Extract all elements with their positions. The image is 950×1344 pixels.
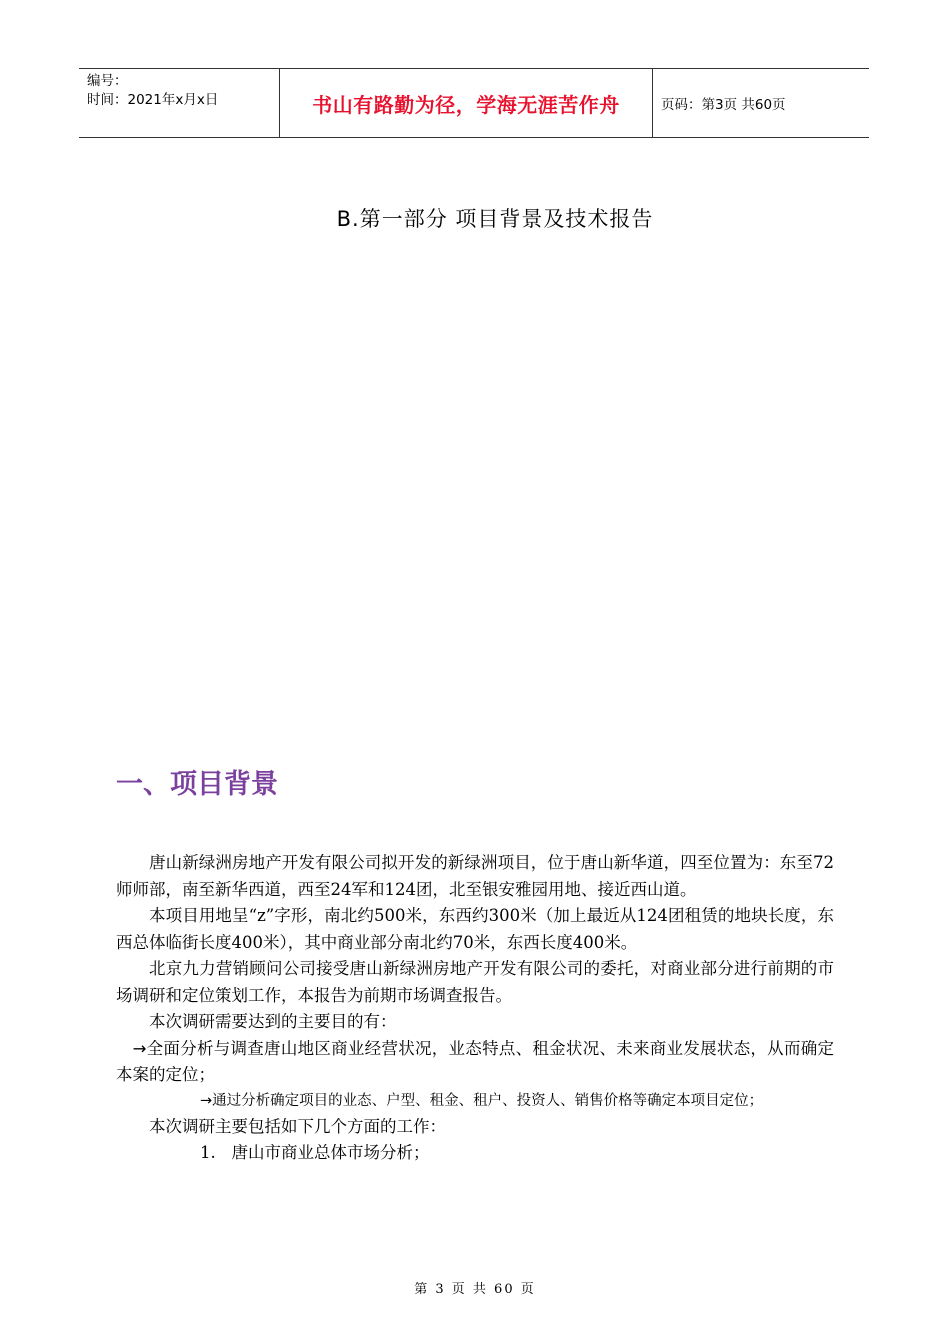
item-number: 1. bbox=[200, 1143, 216, 1162]
number-label: 编号： bbox=[87, 73, 128, 89]
arrow-list-item bbox=[116, 1036, 834, 1089]
header-table bbox=[79, 68, 869, 138]
arrow-icon: → bbox=[200, 1092, 213, 1109]
arrow-list-item bbox=[116, 1089, 834, 1114]
arrow-item-text: 全面分析与调查唐山地区商业经营状况，业态特点、租金状况、未来商业发展状态，从而确定本案的定位； bbox=[116, 1038, 834, 1084]
body-text bbox=[116, 850, 834, 1167]
paragraph: 本项目用地呈“z”字形，南北约500米，东西约300米（加上最近从124团租赁的地块长度，东西总体临街长度400米），其中商业部分南北约70米，东西长度400米。 bbox=[116, 906, 834, 952]
header-motto-cell bbox=[280, 69, 653, 137]
paragraph: 唐山新绿洲房地产开发有限公司拟开发的新绿洲项目，位于唐山新华道，四至位置为：东至72师师部，南至新华西道，西至24军和124团，北至银安雅园用地、接近西山道。 bbox=[116, 853, 834, 899]
part-title: B.第一部分 项目背景及技术报告 bbox=[336, 207, 654, 231]
page-footer: 第 3 页 共 60 页 bbox=[414, 1282, 536, 1297]
arrow-icon: → bbox=[132, 1038, 147, 1058]
work-intro: 本次调研主要包括如下几个方面的工作： bbox=[149, 1116, 446, 1136]
time-label: 时间：2021年x月x日 bbox=[87, 92, 219, 108]
motto-text: 书山有路勤为径，学海无涯苦作舟 bbox=[312, 92, 620, 117]
section-title: 一、项目背景 bbox=[116, 769, 278, 800]
page-info: 页码：第3页 共60页 bbox=[661, 97, 786, 113]
paragraph: 本次调研需要达到的主要目的有： bbox=[149, 1012, 397, 1031]
paragraph: 北京九力营销顾问公司接受唐山新绿洲房地产开发有限公司的委托，对商业部分进行前期的市场调研和定位策划工作，本报告为前期市场调查报告。 bbox=[116, 959, 834, 1005]
item-text: 唐山市商业总体市场分析； bbox=[231, 1143, 430, 1162]
header-meta-cell bbox=[79, 69, 280, 137]
numbered-list-item bbox=[116, 1140, 834, 1167]
header-page-cell bbox=[653, 69, 869, 137]
arrow-item-text: 通过分析确定项目的业态、户型、租金、租户、投资人、销售价格等确定本项目定位； bbox=[212, 1092, 764, 1109]
